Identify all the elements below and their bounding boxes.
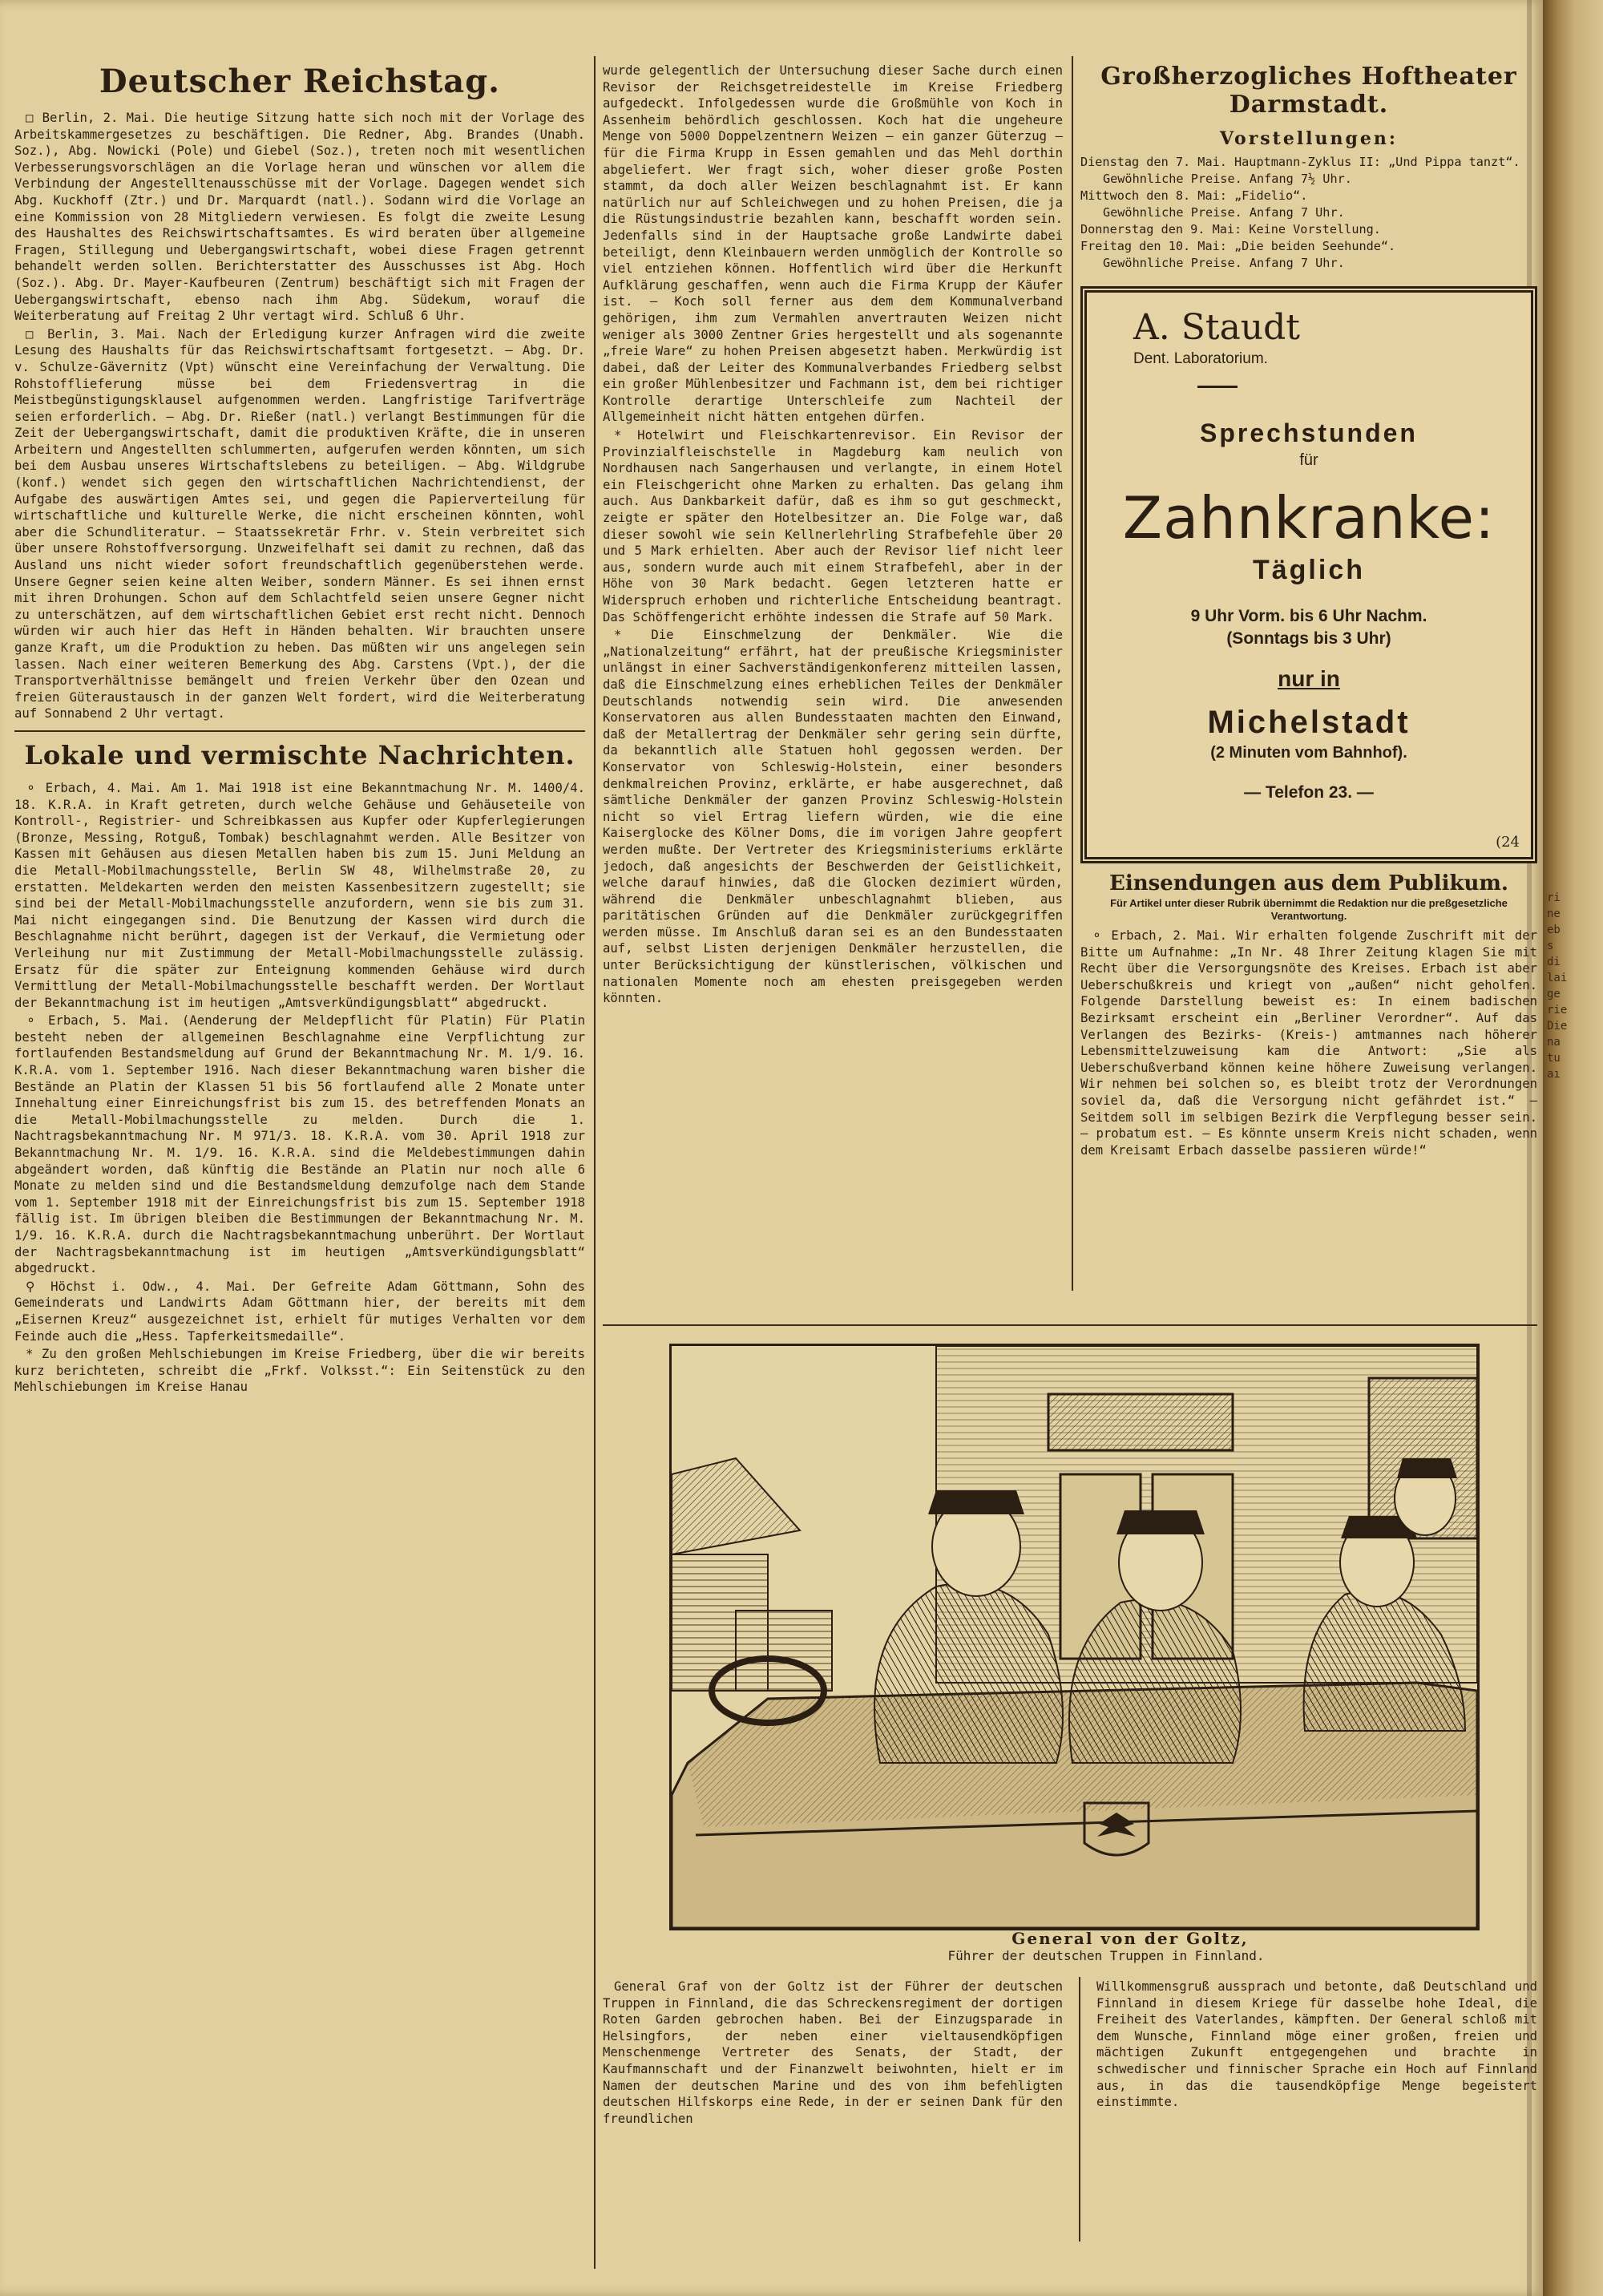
edge-fragment: aı bbox=[1547, 1068, 1561, 1081]
column-rule-2 bbox=[1072, 56, 1073, 1291]
reichstag-article: □ Berlin, 2. Mai. Die heutige Sitzung hatte sich noch mit der Vorlage des Arbeitskammergesetzes zu beschäftigen. Die Redner, Abg. Brandes (Unabh. Soz.), Abg. Nowicki (Pole) und Giebel (Soz.), treten noch mit wesentlichen Verbesserungsvorschlägen an die Vorlage heran und wünschen vor allem die Verbindung der Angestelltenausschüsse mit der Vorlage. Dagegen wendet sich Abg. Kuckhoff (Ztr.) und Dr. Marquardt (natl.). Sodann wird die Vorlage an eine Kommission von 28 Mitgliedern verwiesen. Es folgt die zweite Lesung des Haushaltes des Reichswirtschaftsamtes. Es wird beraten über allgemeine Fragen, Stillegung und Uebergangswirtschaft, wobei diese Fragen getrennt behandelt werden sollen. Berichterstatter des Ausschusses ist Abg. Hoch (Soz.). Abg. Dr. Mayer-Kaufbeuren (Zentrum) beschäftigt sich mit Fragen der Uebergangswirtschaft, ebenso nach ihm Abg. Südekum, worauf die Weiterberatung auf Freitag 2 Uhr vertagt wird. Schluß 6 Uhr. bbox=[14, 111, 585, 324]
theatre-subtitle: Vorstellungen: bbox=[1219, 128, 1399, 149]
illustration-caption-title: General von der Goltz, bbox=[1011, 1929, 1249, 1948]
denkmaeler-article: * Die Einschmelzung der Denkmäler. Wie die „Nationalzeitung“ erfährt, hat der preußische Kriegsminister unlängst in einer Sachverständigenkonferenz mitteilen lassen, daß die Einschmelzung eines erheblichen Teiles der Denkmäler Deutschlands notwendig sein wird. Die anwesenden Konservatoren aus allen Bundesstaaten machten den Einwand, daß der Metallertrag der Denkmäler sehr gering sein dürfte, da bekanntlich alle Statuen hohl gegossen werden. Der Konservator von Schleswig-Holstein, einer besonders denkmalreichen Provinz, erklärte, er habe ausgerechnet, daß sämtliche Denkmäler der ganzen Provinz Schleswig-Holstein nicht so viel Ertrag liefern würden, wie die eine Kaiserglocke des Kölner Doms, die im vorigen Jahre geopfert werden mußte. Der Vertreter des Kriegsministeriums erklärte jedoch, daß angesichts der Beschwerden der Geistlichkeit, welche darauf hinwies, daß die Glocken dezimiert würden, während die Denkmäler unbeschlagnahmt blieben, aus paritätischen Gründen auf die Denkmäler zurückgegriffen werden müsse. Im Anschluß daran sei es an den Bundesstaaten auf, selbst Listen derjenigen Denkmäler herzustellen, die unter Berücksichtigung der künstlerischen, völkischen und nationalen Momente noch am ehesten preisgegeben werden könnten. bbox=[603, 628, 1063, 1006]
edge-fragment: lai bbox=[1547, 972, 1568, 984]
ad-profession: Dent. Laboratorium. bbox=[1133, 350, 1268, 367]
column-rule-bottom bbox=[1079, 1977, 1080, 2241]
goltz-text-left: General Graf von der Goltz ist der Führer der deutschen Truppen in Finnland, die das Schreckensregiment der dortigen Roten Garden gebrochen haben. Bei der Einzugsparade in Helsingfors, der neben einer vieltausendköpfigen Menschenmenge Vertreter des Senats, der Stadt, der Kaufmannschaft und der Finanzwelt beiwohnten, hielt er im Namen der deutschen Marine und des von ihm befehligten deutschen Hilfskorps eine Rede, in der er seinen Dank für den freundlichen bbox=[603, 1979, 1063, 2126]
goltz-article-right bbox=[1096, 1979, 1537, 2112]
illustration-top-rule bbox=[603, 1324, 1537, 1326]
edge-fragment: di bbox=[1547, 956, 1561, 968]
reichstag-headline: Deutscher Reichstag. bbox=[99, 63, 501, 100]
illustration-drawing bbox=[672, 1346, 1477, 1928]
theatre-line: Gewöhnliche Preise. Anfang 7 Uhr. bbox=[1103, 205, 1345, 220]
edge-fragment: ne bbox=[1547, 907, 1561, 920]
ad-line: Zahnkranke: bbox=[1122, 484, 1496, 552]
theatre-headline: Großherzogliches Hoftheater Darmstadt. bbox=[1100, 63, 1517, 119]
theatre-line: Gewöhnliche Preise. Anfang 7½ Uhr. bbox=[1103, 172, 1352, 186]
illustration-caption-sub: Führer der deutschen Truppen in Finnland. bbox=[947, 1948, 1265, 1963]
column-middle bbox=[603, 63, 1063, 1277]
ad-line: (Sonntags bis 3 Uhr) bbox=[1226, 629, 1391, 648]
goltz-article-left bbox=[603, 1979, 1063, 2128]
fleischkarten-article: * Hotelwirt und Fleischkartenrevisor. Ein Revisor der Provinzialfleischstelle in Magdeburg kam neulich von Nordhausen nach Sangerhausen und verlangte, in einem Hotel ein Fleischgericht ohne Marken zu erhalten. Das gelang ihm auch. Aus Dankbarkeit dafür, daß es ihm so gut geschmeckt, zeigte er später den Hotelbesitzer an. Die Folge war, daß dieser sowohl wie sein Kellnerlehrling Strafbefehle über 20 und 5 Mark erhielten. Aber auch der Revisor lief nicht leer aus, sondern wurde auch mit einem Strafbefehl, aber in der Höhe von 30 Mark bedacht. Gegen letzteren hatte er Widerspruch erhoben und richterliche Entscheidung beantragt. Das Schöffengericht erhöhte indessen die Strafe auf 50 Mark. bbox=[603, 428, 1063, 625]
edge-fragment: ri bbox=[1547, 891, 1561, 904]
ad-ref-number: (24 bbox=[1496, 834, 1520, 851]
ad-rule bbox=[1197, 386, 1238, 388]
ad-line: Michelstadt bbox=[1207, 705, 1411, 740]
edge-fragment: na bbox=[1547, 1036, 1561, 1049]
ad-name: A. Staudt bbox=[1133, 307, 1300, 348]
edge-fragment: s bbox=[1547, 940, 1554, 952]
ad-line: 9 Uhr Vorm. bis 6 Uhr Nachm. bbox=[1190, 607, 1427, 625]
edge-fragment: eb bbox=[1547, 924, 1561, 936]
edge-fragment: Die bbox=[1547, 1020, 1568, 1033]
ad-line: Täglich bbox=[1252, 555, 1366, 585]
goltz-illustration bbox=[669, 1344, 1480, 1930]
ad-line: Sprechstunden bbox=[1200, 418, 1418, 447]
lokales-article: ⚬ Erbach, 5. Mai. (Aenderung der Meldepflicht für Platin) Für Platin besteht neben der allgemeinen Beschlagnahme eine Verpflichtung zur fortlaufenden Bestandsmeldung auf Grund der Bekanntmachung Nr. M. 1/9. 16. K.R.A. vom 1. September 1916. Nach dieser Bekanntmachung waren bisher die Bestände an Platin der Klassen 51 bis 56 fortlaufend alle 2 Monate unter Innehaltung einer Einreichungsfrist bis zum 15. des betreffenden Monats an die Metall-Mobilmachungsstelle zu melden. Durch die 1. Nachtragsbekanntmachung Nr. M 971/3. 18. K.R.A. vom 30. April 1918 zur Bekanntmachung Nr. M. 1/9. 16. K.R.A. sind die Meldebestimmungen dahin abgeändert worden, daß künftig die Bestände an Platin nur noch alle 6 Monate zu melden sind und die Bestandsmeldung demzufolge nach dem Stande vom 1. September 1918 mit der Einreichungsfrist bis zum 15. September 1918 fällig ist. Im übrigen bleiben die Bestimmungen der Bekanntmachung Nr. M. 1/9. 16. K.R.A. durch die Nachtragsbekanntmachung unberührt. Der Wortlaut der Nachtragsbekanntmachung ist im heutigen „Amtsverkündigungsblatt“ abgedruckt. bbox=[14, 1013, 585, 1276]
theatre-line: Mittwoch den 8. Mai: „Fidelio“. bbox=[1080, 188, 1308, 203]
ad-line: (2 Minuten vom Bahnhof). bbox=[1210, 744, 1407, 762]
column-right bbox=[1080, 63, 1537, 1297]
goltz-text-right: Willkommensgruß aussprach und betonte, daß Deutschland und Finnland in diesem Kriege für dasselbe hohe Ideal, die Freiheit des Vaterlandes, kämpften. Der General schloß mit dem Wunsche, Finnland möge einer großen, freien und mächtigen Zukunft entgegengehen und brachte in schwedischer und finnischer Sprache ein Hoch auf Finnland aus, in das die tausendköpfige Menge begeistert einstimmte. bbox=[1096, 1979, 1537, 2110]
mehlschiebung-article: wurde gelegentlich der Untersuchung dieser Sache durch einen Revisor der Reichsgetreidestelle im Kreise Friedberg aufgedeckt. Infolgedessen wurde die Großmühle von Koch in Assenheim behördlich geschlossen. Koch hat die ungeheure Menge von 5000 Doppelzentnern Weizen — ein ganzer Güterzug — für die Firma Krupp in Essen gemahlen und das Mehl dorthin abgeliefert. Wer fragt sich, woher dieser große Posten stammt, da doch aller Weizen beschlagnahmt ist. Er kann natürlich nur auf Schleichwegen und zu hohen Preisen, die ja die Rüstungsindustrie bezahlen kann, beschafft worden sein. Jedenfalls sind in der Hauptsache große Landwirte dabei beteiligt, denn Kleinbauern werden unmöglich der Kontrolle so viel entziehen können. Hoffentlich wird über die Herkunft Aufklärung geschaffen, wenn auch die Firma Krupp der Käufer ist. — Koch soll ferner aus dem dem Kommunalverband gehörigen, ihm zum Vermahlen anvertrauten Weizen nicht weniger als 3000 Zentner Gries hergestellt und als sogenannte „freie Ware“ zu hohen Preisen abgesetzt haben. Merkwürdig ist dabei, daß der Leiter des Kommunalverbandes Friedberg selbst ein großer Mühlenbesitzer und Fachmann ist, dem bei richtiger Kontrolle derartige Unterschleife zum Nachteil der Allgemeinheit nicht hätten entgehen dürfen. bbox=[603, 63, 1063, 425]
lokales-article: * Zu den großen Mehlschiebungen im Kreise Friedberg, über die wir bereits kurz berichteten, schreibt die „Frkf. Volksst.“: Ein Seitenstück zu den Mehlschiebungen im Kreise Hanau bbox=[14, 1347, 585, 1395]
edge-fragment: rie bbox=[1547, 1004, 1568, 1017]
theatre-line: Dienstag den 7. Mai. Hauptmann-Zyklus II: „Und Pippa tanzt“. bbox=[1080, 155, 1520, 169]
publikum-note: Für Artikel unter dieser Rubrik übernimmt die Redaktion nur die preßgesetzliche Verantwortung. bbox=[1110, 897, 1508, 922]
publikum-headline: Einsendungen aus dem Publikum. bbox=[1109, 871, 1508, 895]
reichstag-article: □ Berlin, 3. Mai. Nach der Erledigung kurzer Anfragen wird die zweite Lesung des Haushalts für das Reichswirtschaftsamt fortgesetzt. — Abg. Dr. v. Schulze-Gävernitz (Vpt) wünscht eine Vereinfachung der Verwaltung. Die Rohstofflieferung müsse bei dem Friedensvertrag in die Meistbegünstigungsklausel aufgenommen werden. Langfristige Tarifverträge seien erforderlich. — Abg. Dr. Rießer (natl.) verlangt Bestimmungen für die Zeit der Uebergangswirtschaft, damit die produktiven Kräfte, die in unseren Arbeitern und Angestellten schlummerten, aufgerufen werden könnten, um sich bei dem Ausbau unseres Wirtschaftslebens zu beteiligen. — Abg. Wildgrube (konf.) wendet sich gegen den wirtschaftlichen Nachrichtendienst, der Aufgabe des auswärtigen Amtes sei, und gegen die Papierverteilung für wirtschaftliche und kulturelle Werke, die nicht erscheinen könnten, wohl aber die Schundliteratur. — Staatssekretär Frhr. v. Stein verbreitet sich über unsere Rohstoffversorgung. Unzweifelhaft sei damit zu rechnen, daß das Ausland uns nicht wieder sofort freundschaftlich gegenüberstehen werde. Unsere Gegner seien keine alten Weiber, sondern Männer. Es sei ihnen ernst mit ihren Drohungen. Schon auf dem Schlachtfeld seien unsere Gegner nicht zu unterschätzen, auf dem wirtschaftlichen Gebiet erst recht nicht. Dennoch würden wir auch hier das Heft in Händen behalten. Wir brauchten unsere ganze Kraft, um die Produktion zu heben. Das müßten wir uns angelegen sein lassen. Nach einer weiteren Bemerkung des Abg. Carstens (Vpt.), der die Transportverhältnisse bemängelt und freien Verkehr über den Ozean und freien Güteraustausch in der ganzen Welt fordert, wird die Weiterberatung auf Sonnabend 2 Uhr vertagt. bbox=[14, 326, 585, 722]
edge-fragment: ge bbox=[1547, 988, 1561, 1000]
section-divider bbox=[14, 730, 585, 732]
column-reichstag-lokales bbox=[14, 63, 585, 2269]
dentist-advertisement bbox=[1080, 286, 1537, 863]
binding-gutter bbox=[1543, 0, 1603, 2296]
theatre-line: Freitag den 10. Mai: „Die beiden Seehunde“. bbox=[1080, 239, 1396, 253]
ad-line: — Telefon 23. — bbox=[1244, 783, 1374, 802]
publikum-article: ⚬ Erbach, 2. Mai. Wir erhalten folgende Zuschrift mit der Bitte um Aufnahme: „In Nr. 48 Ihrer Zeitung klagen Sie mit Recht über die Versorgungsnöte des Kreises. Erbach ist aber Ueberschußkreis und kriegt von „außen“ nicht geholfen. Folgende Darstellung beweist es: In einem badischen Bezirksamt erscheint ein „Berliner Verordner“. Auf das Verlangen des Bezirks- (Kreis-) amtmannes nach höherer Lebensmittelzuweisung kam die Antwort: „Sie als Ueberschußverband können keine höhere Zuweisung verlangen. Wir nehmen bei solchen so, es bleibt trotz der Verordnungen soviel da, daß die Versorgung nicht gefährdet ist.“ — Seitdem soll im selbigen Bezirk die Verpflegung besser sein. — probatum est. — Es könnte unserm Kreis nicht schaden, wenn dem Kreisamt Erbach dasselbe passieren würde!“ bbox=[1080, 928, 1537, 1158]
edge-fragment: tu bbox=[1547, 1052, 1561, 1065]
theatre-line: Donnerstag den 9. Mai: Keine Vorstellung. bbox=[1080, 222, 1381, 236]
ad-line: für bbox=[1299, 451, 1318, 469]
lokales-article: ⚬ Erbach, 4. Mai. Am 1. Mai 1918 ist eine Bekanntmachung Nr. M. 1400/4. 18. K.R.A. in Kraft getreten, durch welche Gehäuse und Gehäuseteile von Kontroll-, Registrier- und Schreibkassen aus Kupfer oder Kupferlegierungen (Bronze, Messing, Rotguß, Tombak) beschlagnahmt werden. Alle Besitzer von Kassen mit Gehäusen aus diesen Metallen haben bis zum 15. Juni Meldung an die Metall-Mobilmachungsstelle, Berlin SW 48, Wilhelmstraße 20, zu erstatten. Meldekarten werden den meisten Kassenbesitzern zugestellt; sie sind bei der Metall-Mobilmachungsstelle anzufordern, wenn sie bis zum 31. Mai nicht eingegangen sind. Die Benutzung der Kassen wird durch die Beschlagnahme nicht berührt, dagegen ist der Verkauf, die Vermietung oder Verleihung nur mit Zustimmung der Metall-Mobilmachungsstelle zulässig. Ersatz für die später zur Enteignung kommenden Gehäuse wird durch Vermittlung der Metall-Mobilmachungsstelle beschafft werden. Der Wortlaut der Bekanntmachung ist im heutigen „Amtsverkündigungsblatt“ abgedruckt. bbox=[14, 780, 585, 1010]
adjacent-page-fragments bbox=[1547, 890, 1595, 1082]
lokales-article: ⚲ Höchst i. Odw., 4. Mai. Der Gefreite Adam Göttmann, Sohn des Gemeinderats und Landwirts Adam Göttmann hier, der bereits mit dem „Eisernen Kreuz“ ausgezeichnet ist, erhielt für mutiges Verhalten vor dem Feinde auch die „Hess. Tapferkeitsmedaille“. bbox=[14, 1279, 585, 1344]
theatre-line: Gewöhnliche Preise. Anfang 7 Uhr. bbox=[1103, 256, 1345, 270]
column-rule-1 bbox=[594, 56, 596, 2269]
lokales-headline: Lokale und vermischte Nachrichten. bbox=[24, 739, 575, 770]
ad-line: nur in bbox=[1278, 666, 1340, 691]
